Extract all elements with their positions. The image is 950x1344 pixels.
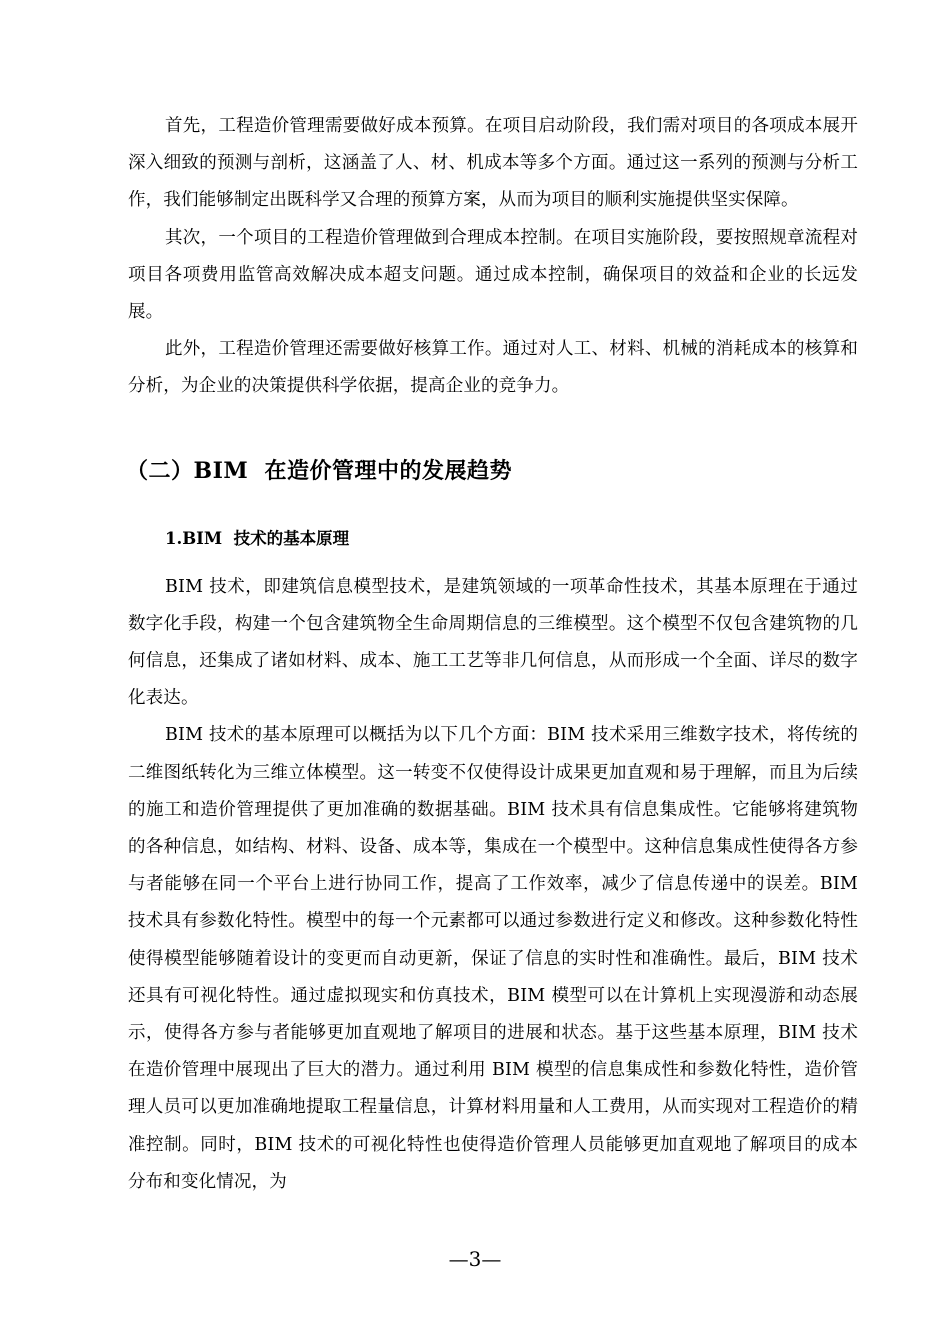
subsection-heading: 1.BIM 技术的基本原理 <box>165 528 350 548</box>
section-heading: （二）BIM 在造价管理中的发展趋势 <box>126 457 513 484</box>
page-number: —3— <box>448 1247 502 1271</box>
paragraph-bim-principles: BIM 技术的基本原理可以概括为以下几个方面：BIM 技术采用三维数字技术，将传统的二维图纸转化为三维立体模型。这一转变不仅使得设计成果更加直观和易于理解，而且为后续的施工和造价管理提供了更加准确的数据基础。BIM 技术具有信息集成性。它能够将建筑物的各种信息，如结构、材料、设备、成本等，集成在一个模型中。这种信息集成性使得各方参与者能够在同一个平台上进行协同工作，提高了工作效率，减少了信息传递中的误差。BIM 技术具有参数化特性。模型中的每一个元素都可以通过参数进行定义和修改。这种参数化特性使得模型能够随着设计的变更而自动更新，保证了信息的实时性和准确性。最后，BIM 技术还具有可视化特性。通过虚拟现实和仿真技术，BIM 模型可以在计算机上实现漫游和动态展示，使得各方参与者能够更加直观地了解项目的进展和状态。基于这些基本原理，BIM 技术在造价管理中展现出了巨大的潜力。通过利用 BIM 模型的信息集成性和参数化特性，造价管理人员可以更加准确地提取工程量信息，计算材料用量和人工费用，从而实现对工程造价的精准控制。同时，BIM 技术的可视化特性也使得造价管理人员能够更加直观地了解项目的成本分布和变化情况，为 <box>128 725 858 1192</box>
paragraph-accounting: 此外，工程造价管理还需要做好核算工作。通过对人工、材料、机械的消耗成本的核算和分析，为企业的决策提供科学依据，提高企业的竞争力。 <box>128 339 858 397</box>
paragraph-bim-definition: BIM 技术，即建筑信息模型技术，是建筑领域的一项革命性技术，其基本原理在于通过数字化手段，构建一个包含建筑物全生命周期信息的三维模型。这个模型不仅包含建筑物的几何信息，还集成了诸如材料、成本、施工工艺等非几何信息，从而形成一个全面、详尽的数字化表达。 <box>128 576 858 709</box>
paragraph-cost-control: 其次，一个项目的工程造价管理做到合理成本控制。在项目实施阶段，要按照规章流程对项目各项费用监管高效解决成本超支问题。通过成本控制，确保项目的效益和企业的长远发展。 <box>128 227 858 323</box>
paragraph-cost-budget: 首先，工程造价管理需要做好成本预算。在项目启动阶段，我们需对项目的各项成本展开深入细致的预测与剖析，这涵盖了人、材、机成本等多个方面。通过这一系列的预测与分析工作，我们能够制定出既科学又合理的预算方案，从而为项目的顺利实施提供坚实保障。 <box>128 116 858 211</box>
document-body <box>128 108 858 1201</box>
